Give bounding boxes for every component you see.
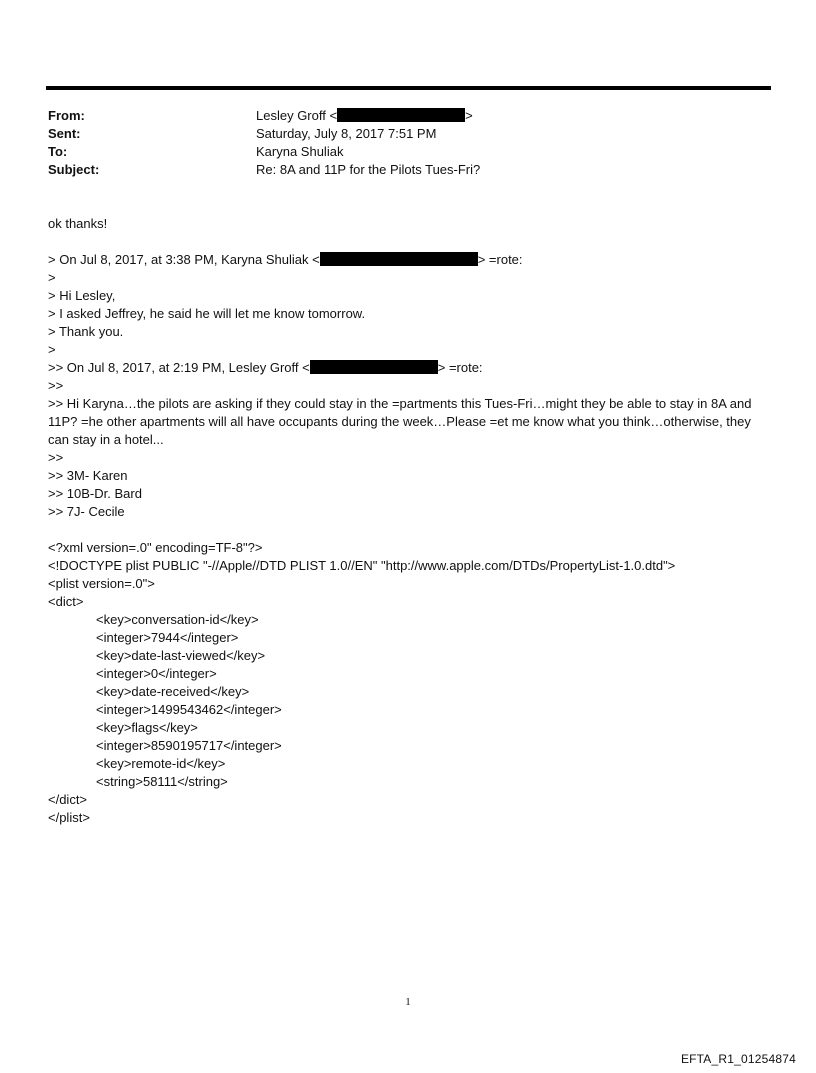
dict-entry: <key>conversation-id</key> (96, 612, 259, 627)
quote1-intro-suffix: > =rote: (477, 252, 523, 267)
quote2-separator: >> (48, 378, 64, 393)
xml-declaration: <?xml version=.0" encoding=TF-8"?> (48, 540, 263, 555)
redaction-box (337, 108, 465, 122)
dict-close: </dict> (48, 792, 88, 807)
quote1-line: > I asked Jeffrey, he said he will let me know tomorrow. (48, 306, 366, 321)
email-body (48, 215, 768, 827)
subject-row (48, 161, 748, 179)
reply-text: ok thanks! (48, 216, 108, 231)
from-close: > (465, 108, 473, 123)
quote2-intro-suffix: > =rote: (437, 360, 483, 375)
quote2-line: >> 10B-Dr. Bard (48, 486, 142, 501)
plist-close: </plist> (48, 810, 90, 825)
doctype-line: <!DOCTYPE plist PUBLIC "-//Apple//DTD PLIST 1.0//EN" "http://www.apple.com/DTDs/PropertyList-1.0.dtd"> (48, 558, 676, 573)
quote2-intro (48, 359, 768, 377)
quote2-line: >> (48, 450, 64, 465)
dict-open: <dict> (48, 594, 84, 609)
quote2-paragraph: >> Hi Karyna…the pilots are asking if they could stay in the =partments this Tues-Fri…might they be able to stay in 8A and 11P? =he other apartments will all have occupants during the week…Please =et me know what you think…otherwise, they can stay in a hotel... (48, 396, 752, 447)
from-label: From: (48, 108, 85, 123)
header-rule (46, 86, 771, 90)
dict-entry: <integer>7944</integer> (96, 630, 239, 645)
to-label: To: (48, 144, 68, 159)
sent-value: Saturday, July 8, 2017 7:51 PM (256, 126, 437, 141)
quote2-line: >> 3M- Karen (48, 468, 128, 483)
from-row (48, 107, 748, 125)
document-id: EFTA_R1_01254874 (680, 1052, 796, 1066)
plist-open: <plist version=.0"> (48, 576, 155, 591)
dict-entry: <key>date-received</key> (96, 684, 250, 699)
redaction-box (310, 360, 438, 374)
quote1-line: > (48, 270, 56, 285)
dict-entry: <string>58111</string> (96, 774, 228, 789)
subject-label: Subject: (48, 162, 100, 177)
dict-entry: <integer>1499543462</integer> (96, 702, 282, 717)
dict-entry: <key>remote-id</key> (96, 756, 226, 771)
dict-entry: <integer>8590195717</integer> (96, 738, 282, 753)
from-value (256, 107, 748, 125)
subject-value: Re: 8A and 11P for the Pilots Tues-Fri? (256, 162, 481, 177)
quote1-line: > Thank you. (48, 324, 124, 339)
to-row (48, 143, 748, 161)
to-value: Karyna Shuliak (256, 144, 344, 159)
page-number: 1 (405, 996, 411, 1008)
sent-label: Sent: (48, 126, 81, 141)
sent-row (48, 125, 748, 143)
quote1-line: > Hi Lesley, (48, 288, 116, 303)
from-name: Lesley Groff < (256, 108, 338, 123)
quote1-intro (48, 251, 768, 269)
email-header (48, 107, 748, 179)
quote2-line: >> 7J- Cecile (48, 504, 125, 519)
quote2-intro-prefix: >> On Jul 8, 2017, at 2:19 PM, Lesley Groff < (48, 360, 310, 375)
dict-entry: <key>flags</key> (96, 720, 198, 735)
dict-entry: <key>date-last-viewed</key> (96, 648, 266, 663)
quote1-line: > (48, 342, 56, 357)
redaction-box (320, 252, 478, 266)
dict-entry: <integer>0</integer> (96, 666, 217, 681)
quote1-intro-prefix: > On Jul 8, 2017, at 3:38 PM, Karyna Shuliak < (48, 252, 320, 267)
